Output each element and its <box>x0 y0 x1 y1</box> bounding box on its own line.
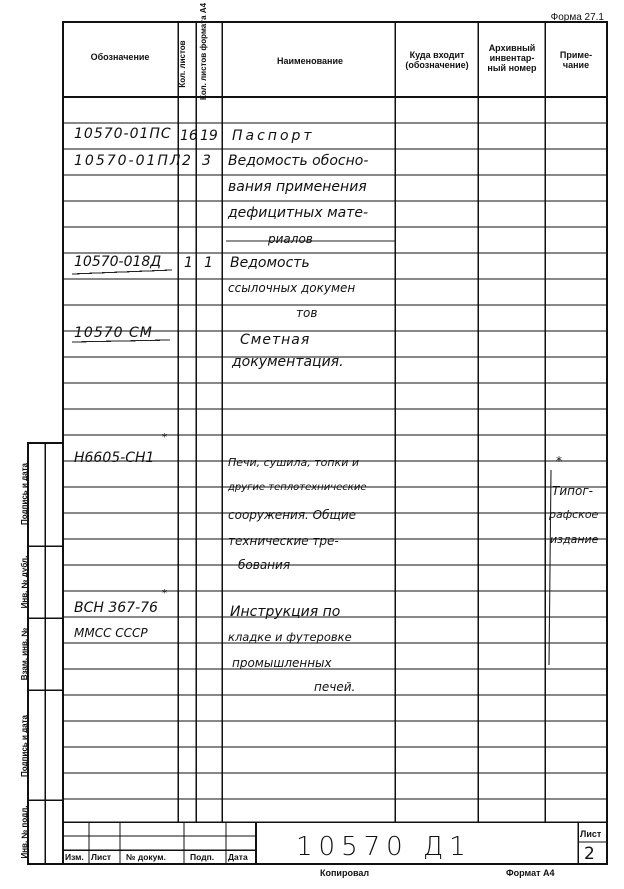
sheet-number: 2 <box>584 844 595 864</box>
name-line-10: документация. <box>232 354 344 370</box>
tb-col-list: Лист <box>91 852 112 862</box>
name-line-14: технические тре- <box>228 534 339 548</box>
name-line-8: тов <box>296 306 318 320</box>
star-mark-3: * <box>162 588 167 599</box>
header-name: Наименование <box>276 56 344 66</box>
name-line-4: дефицитных мате- <box>228 205 369 221</box>
name-line-3: вания применения <box>228 179 367 195</box>
name-line-9: Сметная <box>240 332 311 348</box>
note-line-1: Типог- <box>552 484 593 498</box>
name-line-19: печей. <box>314 680 356 694</box>
header-sheets-count: Кол. листов <box>178 40 187 88</box>
r1-a4: 19 <box>200 128 218 144</box>
stamp-inv-podl: Инв. № подл. <box>20 805 29 859</box>
designation-1: 10570-01ПС <box>74 126 172 142</box>
r3-a4: 1 <box>204 255 213 271</box>
tb-col-sign: Подп. <box>190 852 215 862</box>
note-line-3: издание <box>550 533 599 546</box>
header-where-used: Куда входит (обозначение) <box>405 50 469 70</box>
designation-4: 10570 СМ <box>74 325 153 341</box>
designation-2: 10570-01ПЛ <box>74 153 183 169</box>
name-line-13: сооружения. Общие <box>228 508 357 522</box>
tb-col-doc: № докум. <box>126 852 166 862</box>
designation-6: ВСН 367-76 <box>74 600 158 616</box>
sheet-label: Лист <box>580 829 602 839</box>
designation-5: Н6605-СН1 <box>74 450 155 466</box>
name-line-18: промышленных <box>232 656 332 670</box>
header-note: Приме- чание <box>559 50 593 70</box>
name-line-6: Ведомость <box>230 255 310 271</box>
stamp-sign-date-2: Подпись и дата <box>20 715 29 777</box>
name-line-16: Инструкция по <box>230 604 341 620</box>
r2-a4: 3 <box>202 153 211 169</box>
r1-sheets: 16 <box>180 128 198 144</box>
name-line-11: Печи, сушила, топки и <box>228 456 359 469</box>
stamp-sign-date-1: Подпись и дата <box>20 463 29 525</box>
r3-sheets: 1 <box>184 255 193 271</box>
note-line-2: рафское <box>549 508 599 521</box>
name-line-1: Паспорт <box>232 128 315 144</box>
header-designation: Обозначение <box>90 52 150 62</box>
star-mark-1: * <box>162 432 167 443</box>
star-mark-2: * <box>556 454 562 468</box>
form-label: Форма 27.1 <box>550 12 604 23</box>
name-line-12: другие теплотехнические <box>228 482 367 493</box>
name-line-7: ссылочных докумен <box>228 281 356 295</box>
footer-copied: Копировал <box>320 868 370 878</box>
r2-sheets: 2 <box>182 153 191 169</box>
name-line-15: бования <box>238 558 291 572</box>
name-line-17: кладке и футеровке <box>228 630 352 644</box>
stamp-inv-dubl: Инв. № дубл. <box>20 555 29 609</box>
tb-col-izm: Изм. <box>65 852 84 862</box>
stamp-vzam-inv: Взам. инв. № <box>20 627 29 681</box>
doc-code: 10570 Д1 <box>296 832 472 862</box>
name-line-5: риалов <box>268 232 313 246</box>
header-sheets-a4: Кол. листов формата А4 <box>199 2 208 100</box>
name-line-2: Ведомость обосно- <box>228 153 369 169</box>
header-archive-number: Архивный инвентар- ный номер <box>487 43 537 73</box>
designation-3: 10570-018Д <box>74 254 162 270</box>
tb-col-date: Дата <box>228 852 248 862</box>
footer-format: Формат А4 <box>506 868 555 878</box>
designation-7: ММСС СССР <box>74 626 148 640</box>
